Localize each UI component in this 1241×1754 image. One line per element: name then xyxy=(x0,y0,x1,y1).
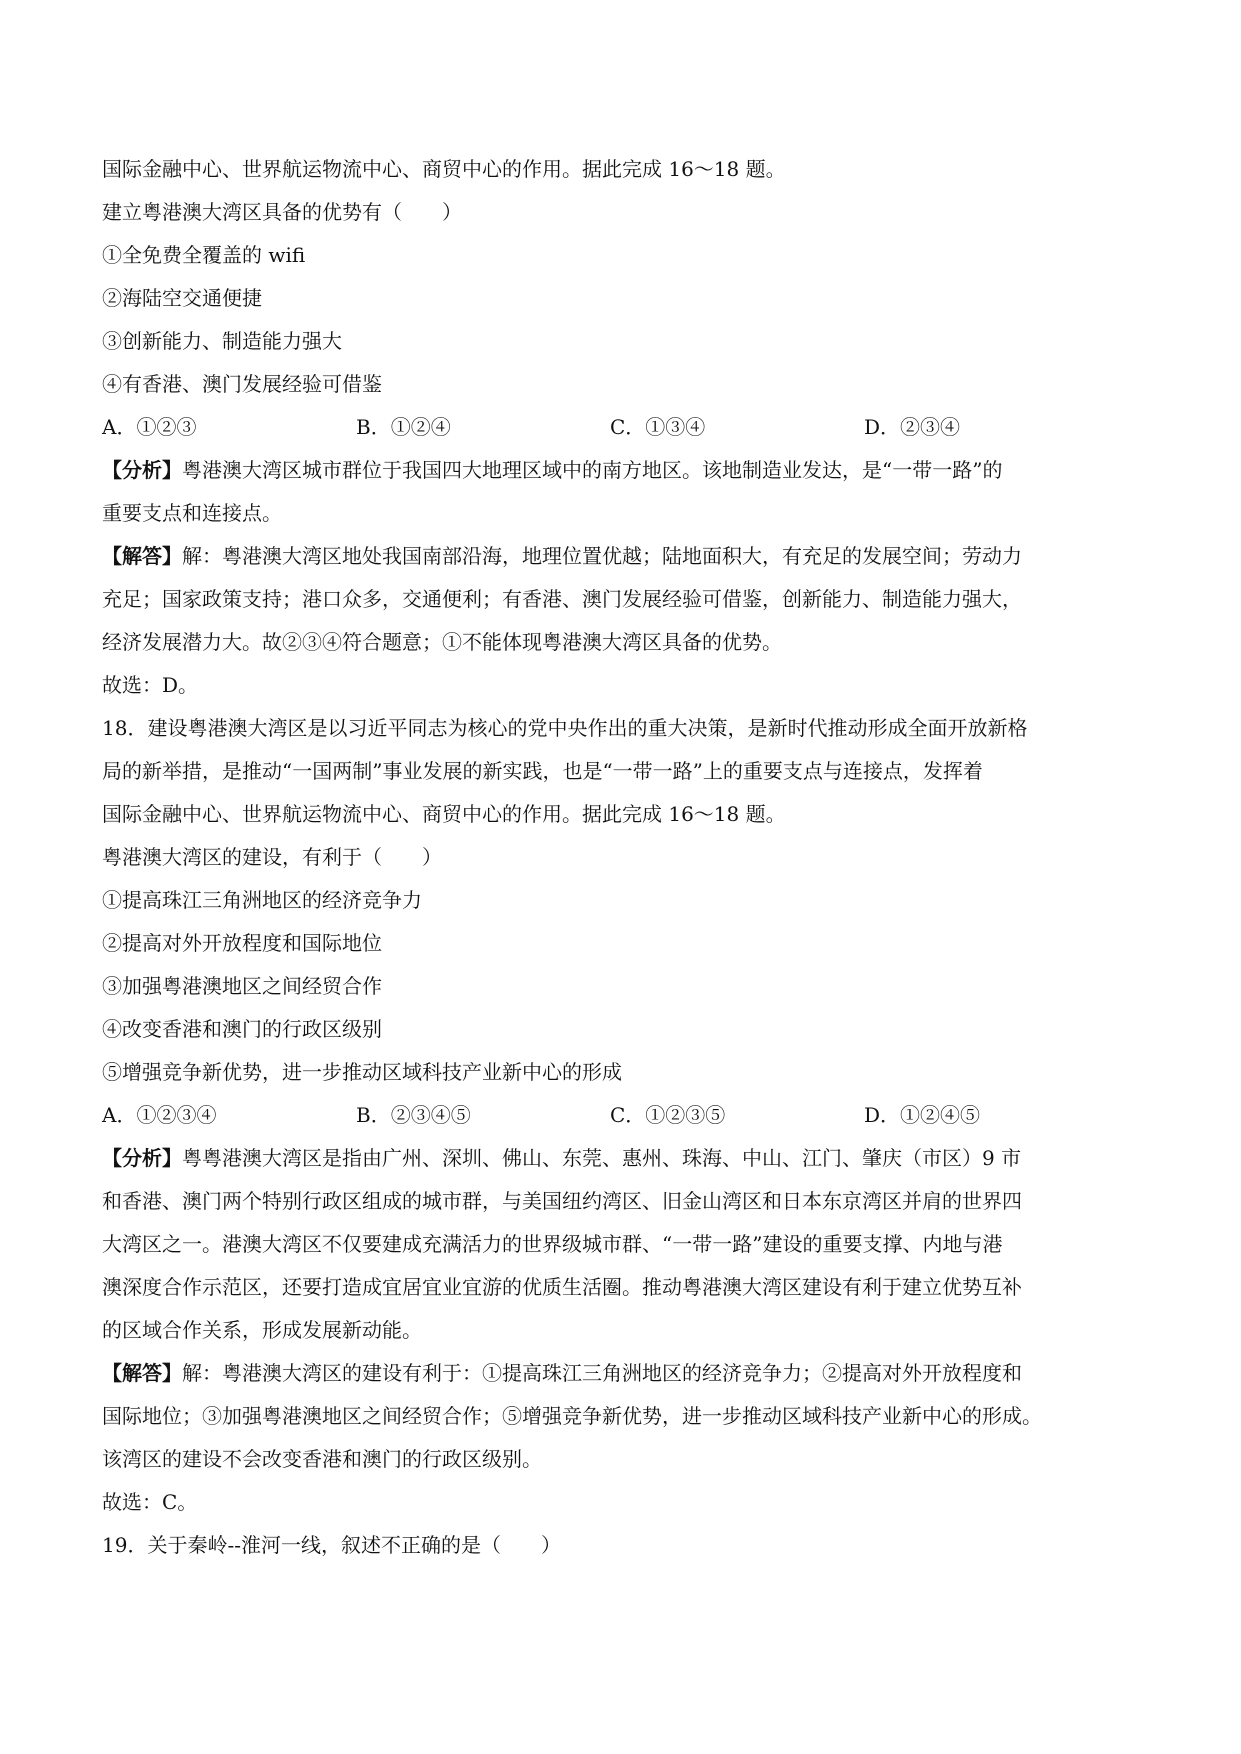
q18-item-5: ⑤增强竞争新优势，进一步推动区域科技产业新中心的形成 xyxy=(102,1060,622,1084)
q17-analysis-label: 【分析】 xyxy=(102,458,182,482)
q17-analysis-text-1: 粤港澳大湾区城市群位于我国四大地理区域中的南方地区。该地制造业发达，是“一带一路”的 xyxy=(182,458,1003,482)
q18-option-a: A．①②③④ xyxy=(102,1103,217,1127)
q17-item-1: ①全免费全覆盖的 wifi xyxy=(102,243,306,267)
q18-options xyxy=(102,1094,1142,1137)
q17-option-d: D．②③④ xyxy=(864,415,961,439)
q17-option-a: A．①②③ xyxy=(102,415,197,439)
q18-item-3: ③加强粤港澳地区之间经贸合作 xyxy=(102,974,382,998)
q18-item-1: ①提高珠江三角洲地区的经济竞争力 xyxy=(102,888,422,912)
q18-answer-line-1 xyxy=(102,1352,1142,1395)
q17-item-4: ④有香港、澳门发展经验可借鉴 xyxy=(102,372,382,396)
q19-stem: 19．关于秦岭--淮河一线，叙述不正确的是（ ） xyxy=(102,1533,561,1557)
q17-answer-line-3: 经济发展潜力大。故②③④符合题意；①不能体现粤港澳大湾区具备的优势。 xyxy=(102,630,782,654)
q18-answer-line-2: 国际地位；③加强粤港澳地区之间经贸合作；⑤增强竞争新优势，进一步推动区域科技产业新中心的形成。 xyxy=(102,1404,1042,1428)
q18-choice: 故选：C。 xyxy=(102,1490,198,1514)
q18-answer-text-1: 解：粤港澳大湾区的建设有利于：①提高珠江三角洲地区的经济竞争力；②提高对外开放程度和 xyxy=(182,1361,1022,1385)
q18-analysis-line-4: 澳深度合作示范区，还要打造成宜居宜业宜游的优质生活圈。推动粤港澳大湾区建设有利于建立优势互补 xyxy=(102,1275,1022,1299)
q18-option-c: C．①②③⑤ xyxy=(610,1103,726,1127)
q17-option-c: C．①③④ xyxy=(610,415,706,439)
q17-choice: 故选：D。 xyxy=(102,673,199,697)
q18-analysis-text-1: 粤粤港澳大湾区是指由广州、深圳、佛山、东莞、惠州、珠海、中山、江门、肇庆（市区）9 市 xyxy=(182,1146,1022,1170)
document-page xyxy=(102,148,1142,1567)
q17-analysis-line-1 xyxy=(102,449,1142,492)
q17-answer-line-2: 充足；国家政策支持；港口众多，交通便利；有香港、澳门发展经验可借鉴，创新能力、制造能力强大， xyxy=(102,587,1022,611)
q18-intro-line-3: 国际金融中心、世界航运物流中心、商贸中心的作用。据此完成 16～18 题。 xyxy=(102,802,786,826)
q18-analysis-line-5: 的区域合作关系，形成发展新动能。 xyxy=(102,1318,422,1342)
q18-option-b: B．②③④⑤ xyxy=(356,1103,471,1127)
q18-analysis-line-3: 大湾区之一。港澳大湾区不仅要建成充满活力的世界级城市群、“一带一路”建设的重要支撑、内地与港 xyxy=(102,1232,1003,1256)
q18-item-4: ④改变香港和澳门的行政区级别 xyxy=(102,1017,382,1041)
q17-intro-tail: 国际金融中心、世界航运物流中心、商贸中心的作用。据此完成 16～18 题。 xyxy=(102,157,786,181)
q17-item-2: ②海陆空交通便捷 xyxy=(102,286,262,310)
q18-stem: 粤港澳大湾区的建设，有利于（ ） xyxy=(102,845,442,869)
q18-analysis-label: 【分析】 xyxy=(102,1146,182,1170)
q18-answer-line-3: 该湾区的建设不会改变香港和澳门的行政区级别。 xyxy=(102,1447,542,1471)
q18-option-d: D．①②④⑤ xyxy=(864,1103,981,1127)
q18-item-2: ②提高对外开放程度和国际地位 xyxy=(102,931,382,955)
q18-answer-label: 【解答】 xyxy=(102,1361,182,1385)
q18-analysis-line-2: 和香港、澳门两个特别行政区组成的城市群，与美国纽约湾区、旧金山湾区和日本东京湾区并肩的世界四 xyxy=(102,1189,1022,1213)
q17-analysis-line-2: 重要支点和连接点。 xyxy=(102,501,282,525)
q17-stem: 建立粤港澳大湾区具备的优势有（ ） xyxy=(102,200,462,224)
q17-options xyxy=(102,406,1142,449)
q18-analysis-line-1 xyxy=(102,1137,1142,1180)
q17-answer-line-1 xyxy=(102,535,1142,578)
q17-answer-text-1: 解：粤港澳大湾区地处我国南部沿海，地理位置优越；陆地面积大，有充足的发展空间；劳动力 xyxy=(182,544,1022,568)
q18-intro-line-1: 18．建设粤港澳大湾区是以习近平同志为核心的党中央作出的重大决策，是新时代推动形成全面开放新格 xyxy=(102,716,1028,740)
q18-intro-line-2: 局的新举措，是推动“一国两制”事业发展的新实践，也是“一带一路”上的重要支点与连接点，发挥着 xyxy=(102,759,983,783)
q17-item-3: ③创新能力、制造能力强大 xyxy=(102,329,342,353)
q17-answer-label: 【解答】 xyxy=(102,544,182,568)
q17-option-b: B．①②④ xyxy=(356,415,451,439)
